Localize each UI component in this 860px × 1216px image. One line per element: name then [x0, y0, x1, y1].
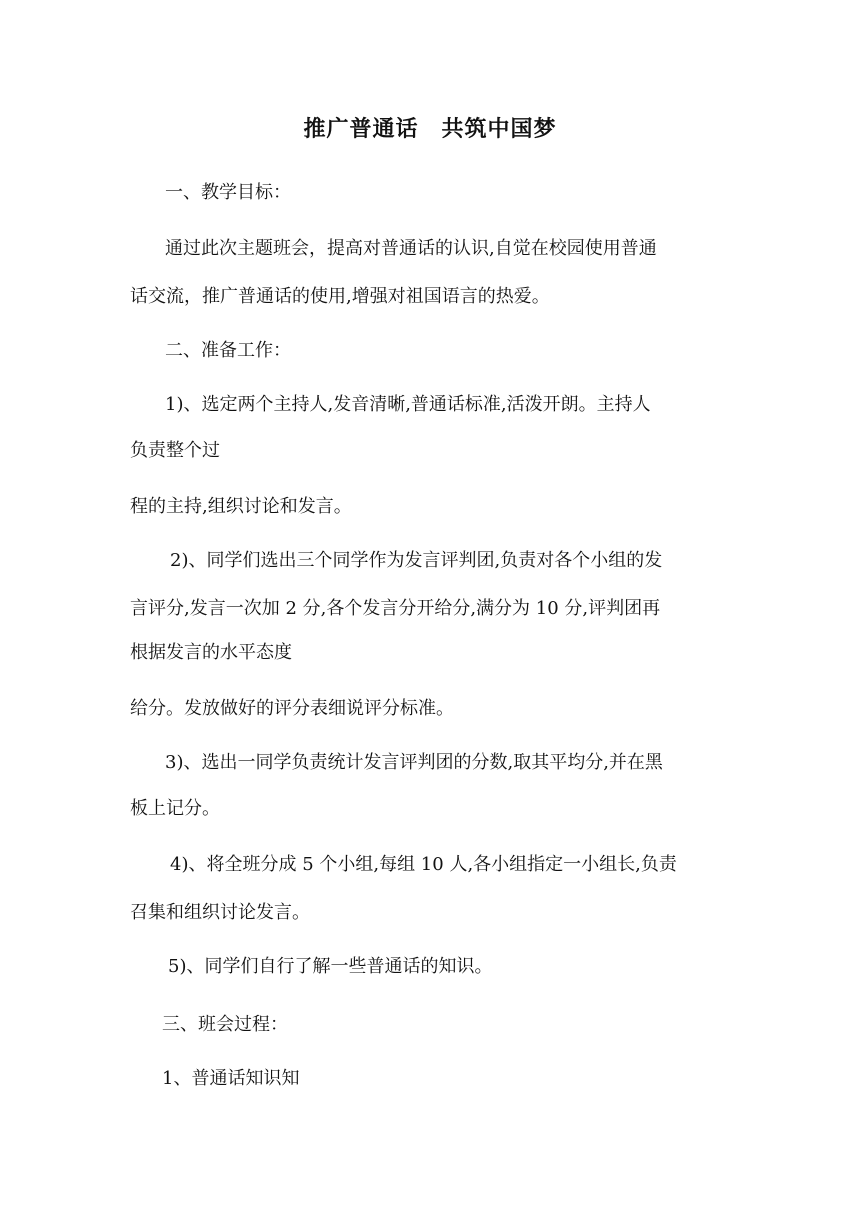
- paragraph-line: 板上记分。: [130, 798, 220, 819]
- section-heading-process: 三、班会过程：: [162, 1014, 288, 1035]
- paragraph-line: 3)、选出一同学负责统计发言评判团的分数,取其平均分,并在黑: [165, 752, 663, 773]
- paragraph-line: 言评分,发言一次加 2 分,各个发言分开给分,满分为 10 分,评判团再: [130, 598, 661, 619]
- paragraph-line: 召集和组织讨论发言。: [130, 902, 310, 923]
- paragraph-line: 根据发言的水平态度: [130, 642, 292, 663]
- paragraph-line: 4)、将全班分成 5 个小组,每组 10 人,各小组指定一小组长,负责: [170, 854, 677, 875]
- paragraph-line: 1)、选定两个主持人,发音清晰,普通话标准,活泼开朗。主持人: [165, 394, 651, 415]
- paragraph-line: 通过此次主题班会，提高对普通话的认识,自觉在校园使用普通: [165, 238, 657, 259]
- paragraph-line: 话交流，推广普通话的使用,增强对祖国语言的热爱。: [130, 286, 550, 307]
- paragraph-line: 给分。发放做好的评分表细说评分标准。: [130, 698, 454, 719]
- paragraph-line: 2)、同学们选出三个同学作为发言评判团,负责对各个小组的发: [170, 550, 663, 571]
- document-title: 推广普通话 共筑中国梦: [303, 117, 557, 142]
- paragraph-line: 程的主持,组织讨论和发言。: [130, 496, 352, 517]
- paragraph-line: 负责整个过: [130, 440, 220, 461]
- paragraph-line: 1、普通话知识知: [162, 1068, 300, 1089]
- paragraph-line: 5)、同学们自行了解一些普通话的知识。: [168, 956, 493, 977]
- section-heading-preparation: 二、准备工作：: [165, 340, 291, 361]
- section-heading-objectives: 一、教学目标：: [165, 182, 291, 203]
